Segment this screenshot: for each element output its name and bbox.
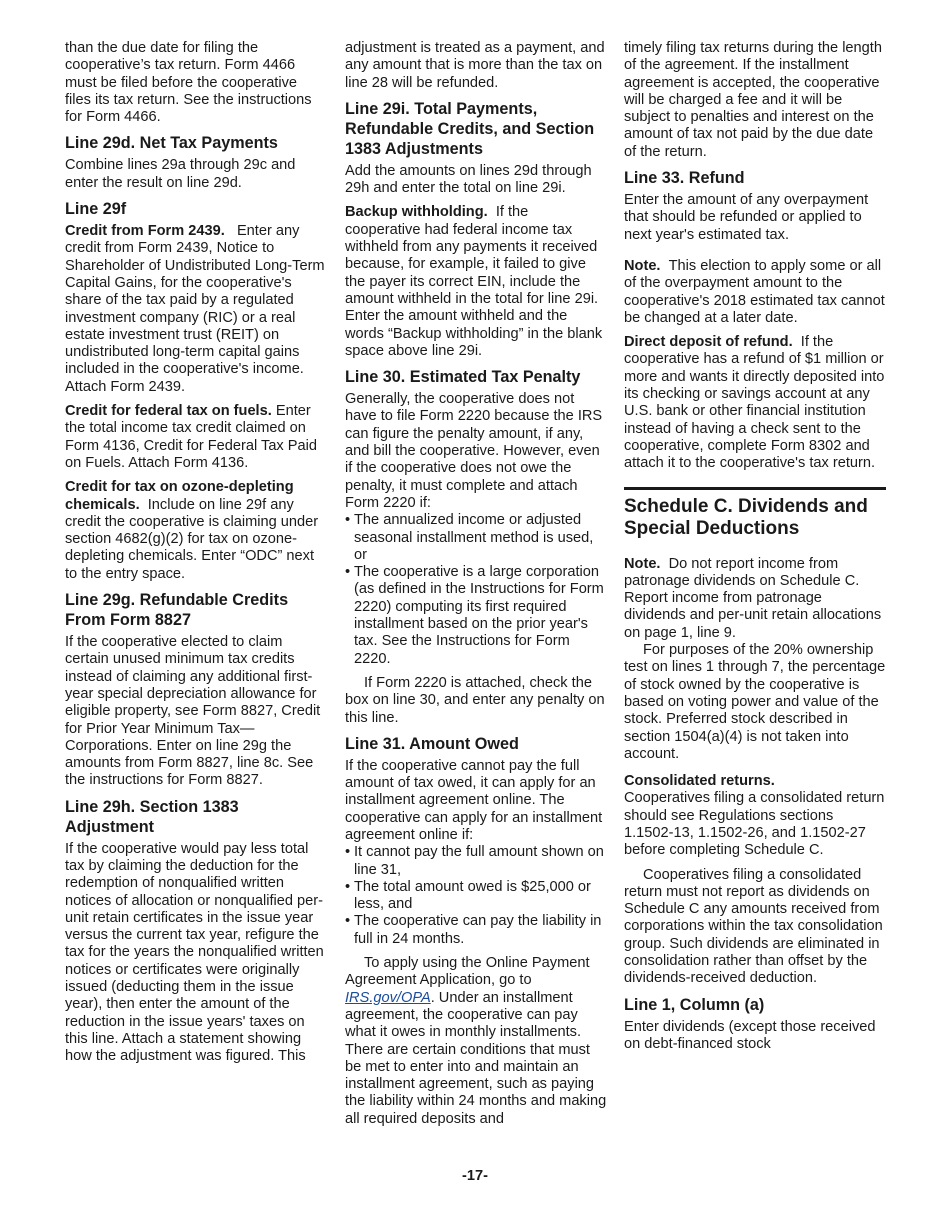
paragraph-direct-deposit: [624, 334, 886, 472]
bullet-item: • It cannot pay the full amount shown on line 31,: [345, 844, 604, 878]
paragraph: Generally, the cooperative does not have to file Form 2220 because the IRS can figure the penalty amount, if any, and bill the cooperative. However, even if the cooperative does not owe the penalty, it must complete and attach Form 2220 if:: [345, 391, 603, 511]
paragraph-note: [624, 258, 886, 327]
heading-line-29f: Line 29f: [65, 200, 127, 219]
heading-line-29i: Line 29i. Total Payments, Refundable Credits, and Section 1383 Adjustments: [345, 99, 595, 158]
bullet-icon: •: [345, 878, 351, 895]
paragraph-credit-2439: [65, 223, 327, 396]
paragraph-text: Cooperatives filing a consolidated return should see Regulations sections 1.1502-13, 1.1502-26, and 1.1502-27 before completing Schedule C.: [624, 790, 885, 859]
paragraph-online-payment: To apply using the Online Payment Agreement Application, go to IRS.gov/OPA. Under an installment agreement, the cooperative can pay what it owes in monthly installments. There are certain conditions that must be met to enter into and maintain an installment agreement, such as paying the liability within 24 months and making all required deposits and: [345, 955, 607, 1127]
paragraph-backup-withholding: [345, 204, 607, 360]
paragraph: Combine lines 29a through 29c and enter the result on line 29d.: [65, 157, 296, 191]
column-middle: [345, 40, 607, 1135]
run-in-heading: Consolidated returns.: [624, 773, 775, 790]
paragraph: adjustment is treated as a payment, and any amount that is more than the tax on line 28 will be refunded.: [345, 40, 605, 91]
bullet-icon: •: [345, 512, 351, 529]
paragraph-text: Include on line 29f any credit the cooperative is claiming under section 4682(g)(2) for tax on ozone-depleting chemicals. Enter “ODC” next to the entry space.: [65, 496, 319, 582]
heading-line-33: Line 33. Refund: [624, 169, 745, 188]
heading-line-31: Line 31. Amount Owed: [345, 734, 519, 753]
bullet-item: • The cooperative can pay the liability in full in 24 months.: [345, 913, 602, 947]
bullet-item: • The cooperative is a large corporation (as defined in the Instructions for Form 2220) computing its first required installment based on the prior year's tax. See the Instructions for Form 2220.: [345, 564, 604, 667]
paragraph: If Form 2220 is attached, check the box on line 30, and enter any penalty on this line.: [345, 674, 605, 726]
column-left: [65, 40, 327, 1073]
paragraph: Enter the amount of any overpayment that should be refunded or applied to next year's estimated tax.: [624, 192, 869, 243]
paragraph-text: This election to apply some or all of the overpayment amount to the cooperative's 2018 estimated tax cannot be changed at a later date.: [624, 257, 885, 326]
section-title: Schedule C. Dividends and Special Deductions: [624, 495, 868, 539]
paragraph: Cooperatives filing a consolidated return must not report as dividends on Schedule C any amounts received from corporations within the tax consolidation group. Such dividends are eliminated in consolidation rather than offset by the dividends-received deduction.: [624, 866, 883, 987]
run-in-heading: Note.: [624, 257, 661, 274]
paragraph: Enter dividends (except those received on debt-financed stock: [624, 1018, 876, 1052]
paragraph-credit-ozone: [65, 479, 327, 583]
paragraph-text: If the cooperative had federal income tax withheld from any payments it received because, for example, it failed to give the payer its correct EIN, include the amount withheld in the total for line 29i. Enter the amount withheld and the words “Backup withholding” in the blank space above line 29i.: [345, 204, 603, 359]
bullet-icon: •: [345, 564, 351, 581]
schedule-c-section: [624, 487, 886, 540]
paragraph-text: Enter any credit from Form 2439, Notice to Shareholder of Undistributed Long-Term Capital Gains, for the cooperative's share of the tax paid by a regulated investment company (RIC) or a real estate investment trust (REIT) on undistributed long-term capital gains included in the cooperative's income. Attach Form 2439.: [65, 223, 325, 395]
paragraph-note: [624, 556, 886, 642]
paragraph-text: If the cooperative has a refund of $1 million or more and wants it directly deposited into its checking or savings account at any U.S. bank or other financial institution instead of having a check sent to the cooperative, complete Form 8302 and attach it to the cooperative's tax return.: [624, 334, 885, 472]
paragraph-credit-fuels: [65, 403, 327, 472]
run-in-heading: Credit for federal tax on fuels.: [65, 403, 272, 420]
run-in-heading: Credit from Form 2439.: [65, 223, 225, 240]
paragraph-text: Enter the total income tax credit claimed on Form 4136, Credit for Federal Tax Paid on Fuels. Attach Form 4136.: [65, 403, 317, 471]
heading-line-29g: Line 29g. Refundable Credits From Form 8827: [65, 591, 289, 630]
heading-line-29h: Line 29h. Section 1383 Adjustment: [65, 797, 239, 836]
bullet-item: • The annualized income or adjusted seasonal installment method is used, or: [345, 512, 594, 563]
run-in-heading: Direct deposit of refund.: [624, 334, 793, 351]
paragraph: If the cooperative cannot pay the full amount of tax owed, it can apply for an installment agreement online. The cooperative can apply for an installment agreement online if:: [345, 757, 603, 843]
heading-line-29d: Line 29d. Net Tax Payments: [65, 134, 278, 153]
column-right: [624, 40, 886, 1060]
bullet-icon: •: [345, 844, 351, 861]
paragraph: Add the amounts on lines 29d through 29h and enter the total on line 29i.: [345, 162, 592, 197]
page-number: -17-: [462, 1168, 488, 1184]
bullet-icon: •: [345, 913, 351, 930]
irs-opa-link[interactable]: IRS.gov/OPA: [345, 989, 431, 1006]
heading-line-30: Line 30. Estimated Tax Penalty: [345, 368, 581, 387]
bullet-item: • The total amount owed is $25,000 or less, and: [345, 878, 591, 913]
paragraph-consolidated-returns: [624, 773, 886, 859]
paragraph: If the cooperative would pay less total tax by claiming the deduction for the redemption of nonqualified written notices of allocation or nonqualified per-unit retain certificates in the issue year versus the current tax year, refigure the tax for the years the nonqualified written notices or certificates were originally issued (deducting them in the issue year), then enter the amount of the reduction in the issue years' taxes on this line. Attach a statement showing how the adjustment was figured. This: [65, 840, 324, 1065]
paragraph-text: Do not report income from patronage dividends on Schedule C. Report income from patronage dividends and per-unit retain allocations on page 1, line 9.: [624, 555, 882, 641]
run-in-heading: Note.: [624, 555, 661, 572]
paragraph: If the cooperative elected to claim certain unused minimum tax credits instead of claiming any additional first-year special depreciation allowance for eligible property, see Form 8827, Credit for Prior Year Minimum Tax—Corporations. Enter on line 29g the amounts from Form 8827, line 8c. See the instructions for Form 8827.: [65, 634, 321, 789]
paragraph: timely filing tax returns during the length of the agreement. If the installment agreement is accepted, the cooperative will be charged a fee and it will be subject to penalties and interest on the amount of tax not paid by the due date of the return.: [624, 40, 882, 160]
heading-line-1-column-a: Line 1, Column (a): [624, 995, 765, 1014]
run-in-heading: Backup withholding.: [345, 204, 488, 221]
paragraph: For purposes of the 20% ownership test on lines 1 through 7, the percentage of stock owned by the cooperative is based on voting power and value of the stock. Preferred stock described in section 1504(a)(4) is not taken into account.: [624, 642, 886, 762]
run-in-heading: Credit for tax on ozone-depleting chemicals.: [65, 479, 294, 513]
paragraph: than the due date for filing the cooperative’s tax return. Form 4466 must be filed before the cooperative files its tax return. See the instructions for Form 4466.: [65, 40, 312, 126]
